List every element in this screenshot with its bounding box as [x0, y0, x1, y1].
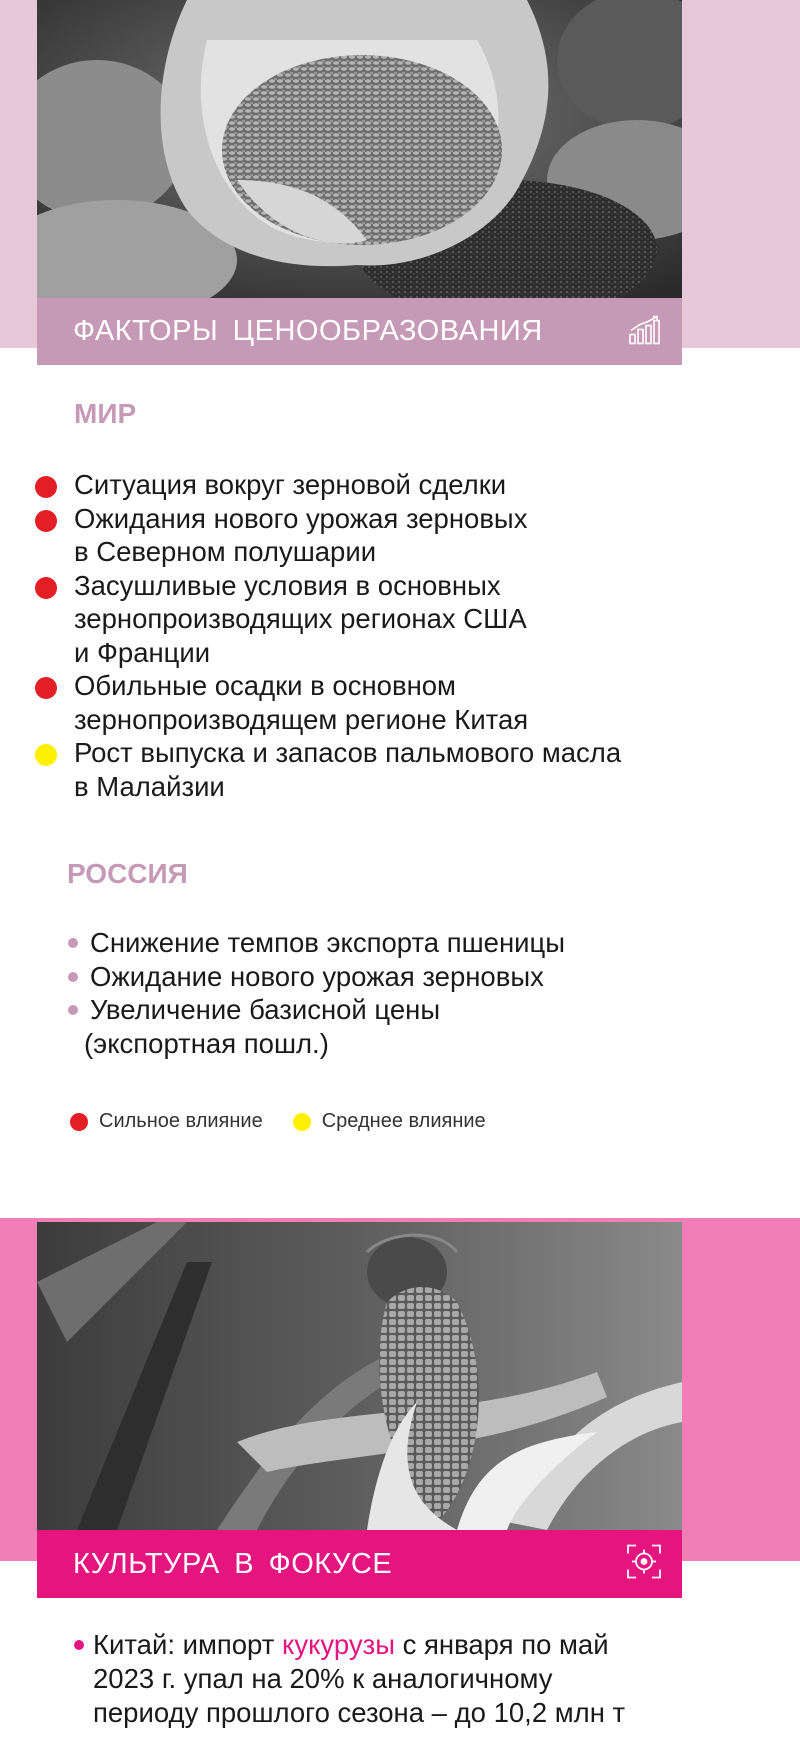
bar-chart-rising-icon	[628, 314, 662, 349]
russia-factors-list	[68, 926, 708, 1060]
list-item: Ситуация вокруг зерновой сделки	[34, 468, 754, 502]
strong-impact-legend-dot	[70, 1113, 88, 1131]
grain-in-hands-photo	[37, 0, 682, 298]
strong-impact-dot	[35, 476, 57, 498]
section-title-bar	[37, 298, 682, 365]
medium-impact-dot	[35, 744, 57, 766]
world-heading: МИР	[74, 398, 137, 429]
list-item: Ожидание нового урожая зерновых	[68, 960, 708, 994]
bullet-dot	[68, 972, 78, 982]
list-item: Обильные осадки в основном зернопроизводящем регионе Китая	[34, 669, 754, 736]
list-item-continuation: (экспортная пошл.)	[84, 1027, 329, 1059]
section-title: КУЛЬТУРА В ФОКУСЕ	[73, 1547, 393, 1580]
list-item: Увеличение базисной цены	[68, 993, 708, 1027]
impact-legend	[70, 1110, 486, 1133]
target-focus-icon	[626, 1544, 662, 1585]
corn-cob-photo	[37, 1222, 682, 1530]
bullet-dot	[68, 1005, 78, 1015]
list-item: Ожидания нового урожая зерновых в Северном полушарии	[34, 502, 754, 569]
world-factors-list	[34, 468, 754, 803]
focus-fact	[71, 1628, 711, 1730]
list-item: Засушливые условия в основных зернопроизводящих регионах США и Франции	[34, 569, 754, 670]
bullet-dot	[68, 938, 78, 948]
strong-impact-dot	[35, 577, 57, 599]
strong-impact-dot	[35, 677, 57, 699]
section-title: ФАКТОРЫ ЦЕНООБРАЗОВАНИЯ	[73, 315, 543, 347]
russia-heading: РОССИЯ	[67, 858, 188, 889]
list-item: Рост выпуска и запасов пальмового масла в Малайзии	[34, 736, 754, 803]
strong-impact-label: Сильное влияние	[99, 1110, 263, 1132]
list-item: Снижение темпов экспорта пшеницы	[68, 926, 708, 960]
strong-impact-dot	[35, 510, 57, 532]
medium-impact-legend-dot	[293, 1113, 311, 1131]
section-title-bar	[37, 1530, 682, 1598]
bullet-dot	[74, 1640, 84, 1650]
medium-impact-label: Среднее влияние	[321, 1110, 486, 1132]
highlighted-crop: кукурузы	[281, 1629, 395, 1660]
list-item: Китай: импорт кукурузы с января по май 2023 г. упал на 20% к аналогичному периоду прошлого сезона – до 10,2 млн т	[71, 1628, 711, 1730]
